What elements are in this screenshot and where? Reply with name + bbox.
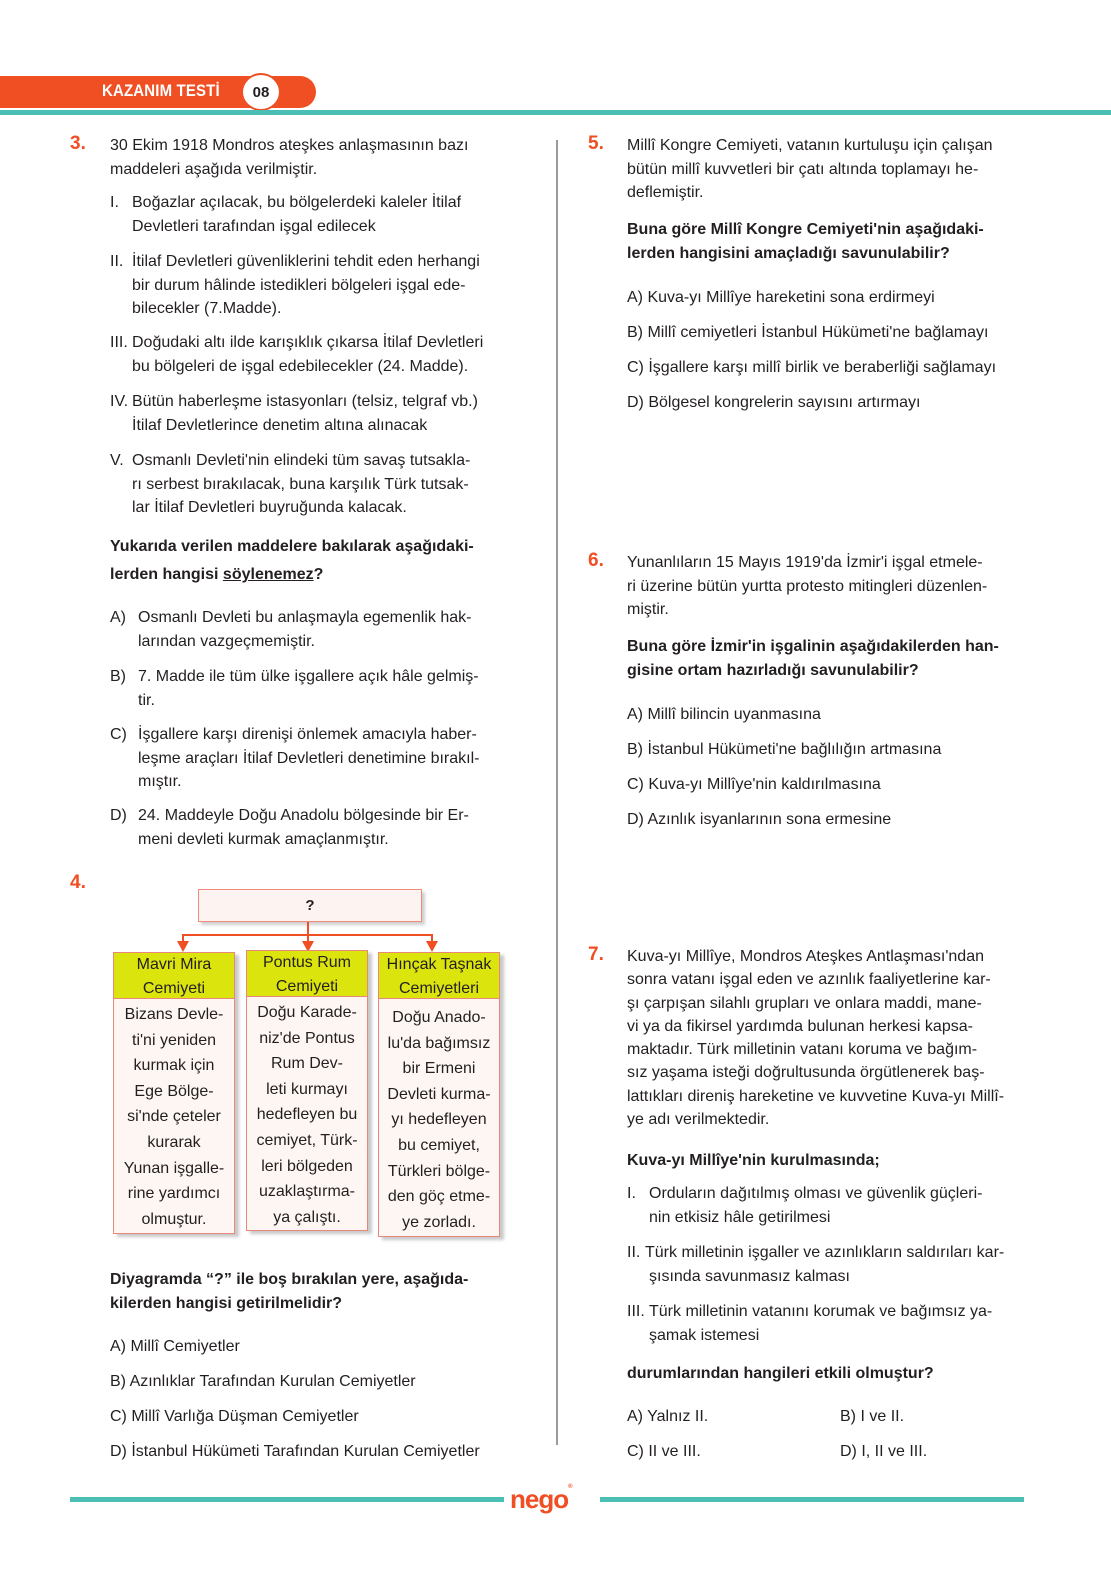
q5-option-d[interactable] — [627, 391, 920, 415]
body-line: kurarak — [147, 1133, 201, 1151]
body-line: ye zorladı. — [402, 1213, 476, 1231]
q3-item-2 — [110, 250, 510, 321]
option-text: Azınlıklar Tarafından Kurulan Cemiyetler — [129, 1373, 416, 1390]
item-line: İtilaf Devletlerince denetim altına alınacak — [132, 416, 428, 434]
body-line: Yunan işgalle- — [123, 1159, 225, 1177]
q7-option-b[interactable] — [840, 1405, 904, 1429]
item-label: I. — [110, 194, 119, 211]
diagram-column-title — [246, 950, 368, 997]
item-label: IV. — [110, 393, 129, 410]
body-line: bir Ermeni — [402, 1060, 476, 1078]
body-line: ti'ni yeniden — [132, 1031, 216, 1049]
q6-option-b[interactable] — [627, 738, 941, 762]
body-line: Bizans Devle- — [124, 1006, 224, 1023]
option-text: Millî bilincin uyanmasına — [647, 706, 821, 723]
option-line: Osmanlı Devleti bu anlaşmayla egemenlik hak- — [138, 609, 472, 626]
question-6-number: 6. — [588, 550, 604, 571]
test-title: KAZANIM TESTİ — [102, 81, 220, 100]
option-text: İstanbul Hükümeti Tarafından Kurulan Cemiyetler — [131, 1443, 480, 1460]
q7-item-3 — [627, 1300, 1047, 1347]
prompt-line: kilerden hangisi getirilmelidir? — [110, 1295, 343, 1312]
diagram-column-pontus-rum — [246, 950, 368, 1231]
intro-line: bütün millî kuvvetleri bir çatı altında toplamayı he- — [627, 160, 979, 178]
arrow-down-icon — [177, 941, 189, 952]
q7-item-1 — [627, 1182, 1037, 1229]
q7-item-2 — [627, 1241, 1047, 1288]
intro-line: Yunanlıların 15 Mayıs 1919'da İzmir'i işgal etmele- — [627, 554, 983, 571]
q3-item-5 — [110, 449, 520, 520]
question-3-prompt — [110, 533, 474, 589]
body-line: Rum Dev- — [270, 1055, 343, 1073]
intro-line: miştir. — [627, 601, 669, 618]
option-label: A) — [627, 706, 643, 723]
option-label: A) — [627, 289, 643, 306]
body-line: leti kurmayı — [266, 1080, 348, 1098]
prompt-line: Buna göre İzmir'in işgalinin aşağıdakilerden han- — [627, 638, 999, 655]
option-line: 24. Maddeyle Doğu Anadolu bölgesinde bir Er- — [138, 807, 469, 824]
item-line: nin etkisiz hâle getirilmesi — [649, 1208, 831, 1226]
option-text: Azınlık isyanlarının sona ermesine — [647, 811, 892, 828]
option-text: I, II ve III. — [861, 1443, 928, 1460]
option-label: B) — [110, 668, 126, 685]
option-label: B) — [840, 1408, 856, 1425]
q4-option-a[interactable] — [110, 1335, 240, 1359]
q3-option-a[interactable] — [110, 606, 520, 653]
q3-option-b[interactable] — [110, 665, 520, 712]
question-4-prompt — [110, 1268, 468, 1316]
intro-line: ye adı verilmektedir. — [627, 1111, 770, 1129]
item-line: Türk milletinin vatanını korumak ve bağımsız ya- — [649, 1303, 993, 1320]
option-text: Millî Varlığa Düşman Cemiyetler — [131, 1408, 359, 1425]
body-line: Doğu Karade- — [257, 1004, 357, 1021]
prompt-line: lerden hangisini amaçladığı savunulabilir? — [627, 244, 950, 262]
body-line: Doğu Anado- — [392, 1009, 486, 1026]
option-line: leşme araçları İtilaf Devletleri denetimine bırakıl- — [138, 749, 480, 767]
body-line: hedefleyen bu — [256, 1106, 358, 1124]
option-text: I ve II. — [860, 1408, 905, 1425]
test-number-badge: 08 — [241, 73, 281, 111]
item-line: Türk milletinin işgaller ve azınlıkların saldırıları kar- — [645, 1244, 1005, 1261]
body-line: niz'de Pontus — [259, 1029, 355, 1047]
item-label: II. — [627, 1244, 641, 1261]
diagram-column-mavri-mira — [113, 952, 235, 1234]
intro-line: şı çarpışan silahlı grupları ve onlara maddi, mane- — [627, 994, 982, 1012]
question-7-lead: Kuva-yı Millîye'nin kurulmasında; — [627, 1152, 880, 1169]
item-label: V. — [110, 452, 124, 469]
q6-option-c[interactable] — [627, 773, 881, 797]
intro-line: Millî Kongre Cemiyeti, vatanın kurtuluşu için çalışan — [627, 137, 993, 154]
option-label: C) — [110, 726, 127, 743]
item-line: Orduların dağıtılmış olması ve güvenlik güçleri- — [649, 1185, 983, 1202]
body-line: olmuştur. — [141, 1210, 207, 1228]
body-line: lu'da bağımsız — [387, 1034, 491, 1052]
question-5-prompt — [627, 218, 984, 265]
prompt-line: Diyagramda “?” ile boş bırakılan yere, aşağıda- — [110, 1271, 469, 1288]
question-7-intro — [627, 945, 1004, 1131]
intro-line: ri üzerine bütün yurtta protesto mitingleri düzenlen- — [627, 577, 988, 595]
intro-line: vi ya da fikirsel yardımda bulunan herkesi kapsa- — [627, 1017, 973, 1035]
option-label: C) — [110, 1408, 127, 1425]
option-line: 7. Madde ile tüm ülke işgallere açık hâle gelmiş- — [138, 668, 479, 685]
option-label: B) — [110, 1373, 126, 1390]
body-line: uzaklaştırma- — [258, 1183, 356, 1201]
question-6-intro — [627, 551, 987, 622]
intro-line: 30 Ekim 1918 Mondros ateşkes anlaşmasının bazı — [110, 137, 469, 154]
option-label: B) — [627, 741, 643, 758]
body-line: rine yardımcı — [127, 1185, 221, 1203]
question-3-intro — [110, 134, 468, 181]
title-line: Cemiyetleri — [398, 980, 479, 997]
intro-line: deflemiştir. — [627, 184, 704, 201]
prompt-text: ? — [313, 566, 324, 583]
option-label: A) — [627, 1408, 643, 1425]
q3-item-3 — [110, 331, 520, 378]
q7-option-a[interactable] — [627, 1405, 708, 1429]
prompt-line: gisine ortam hazırladığı savunulabilir? — [627, 661, 919, 679]
diagram-unknown-box: ? — [198, 889, 422, 922]
item-label: II. — [110, 253, 124, 270]
intro-line: maktadır. Türk milletinin vatanı koruma ve bağım- — [627, 1041, 978, 1059]
option-text: İşgallere karşı millî birlik ve beraberliği sağlamayı — [648, 359, 997, 376]
body-line: den göç etme- — [387, 1188, 491, 1206]
intro-line: sonra vatanı işgal eden ve azınlık faaliyetlerine kar- — [627, 971, 991, 989]
item-line: şısında savunmasız kalması — [649, 1267, 850, 1285]
item-line: İtilaf Devletleri güvenliklerini tehdit eden herhangi — [132, 253, 480, 270]
option-text: II ve III. — [648, 1443, 701, 1460]
item-line: Doğudaki altı ilde karışıklık çıkarsa İtilaf Devletleri — [132, 334, 484, 351]
option-label: A) — [110, 1338, 126, 1355]
title-line: Mavri Mira — [136, 956, 212, 973]
q3-item-1 — [110, 191, 510, 238]
option-label: C) — [627, 776, 644, 793]
q4-option-b[interactable] — [110, 1370, 416, 1394]
option-line: meni devleti kurmak amaçlanmıştır. — [138, 830, 389, 848]
q3-option-d[interactable] — [110, 804, 520, 851]
question-7-prompt: durumlarından hangileri etkili olmuştur? — [627, 1365, 934, 1382]
question-5-number: 5. — [588, 133, 604, 154]
option-line: tir. — [138, 691, 155, 709]
option-line: larından vazgeçmemiştir. — [138, 632, 315, 650]
item-line: Boğazlar açılacak, bu bölgelerdeki kaleler İtilaf — [132, 194, 462, 211]
q3-option-c[interactable] — [110, 723, 520, 794]
title-line: Pontus Rum — [262, 954, 352, 971]
item-line: Bütün haberleşme istasyonları (telsiz, telgraf vb.) — [132, 393, 478, 410]
option-label: B) — [627, 324, 643, 341]
item-line: rı serbest bırakılacak, buna karşılık Türk tutsak- — [132, 475, 469, 493]
intro-line: maddeleri aşağıda verilmiştir. — [110, 160, 318, 178]
diagram-column-title — [113, 952, 235, 999]
q5-option-c[interactable] — [627, 356, 996, 380]
item-line: lar İtilaf Devletleri buyruğunda kalacak. — [132, 499, 407, 516]
body-line: yı hedefleyen — [391, 1111, 487, 1129]
prompt-line — [110, 561, 474, 589]
column-divider — [556, 140, 558, 1445]
item-line: bilecekler (7.Madde). — [132, 300, 282, 317]
prompt-line: Buna göre Millî Kongre Cemiyeti'nin aşağıdaki- — [627, 221, 984, 238]
q4-option-c[interactable] — [110, 1405, 359, 1429]
body-line: cemiyet, Türk- — [256, 1131, 358, 1149]
logo-text: nego — [510, 1484, 569, 1514]
diagram-column-hincak-tasnak — [378, 952, 500, 1237]
question-7-number: 7. — [588, 944, 604, 965]
q3-item-4 — [110, 390, 520, 437]
question-6-prompt — [627, 635, 999, 682]
item-line: Devletleri tarafından işgal edilecek — [132, 217, 376, 235]
option-label: C) — [627, 359, 644, 376]
q5-option-a[interactable] — [627, 286, 935, 310]
item-line: bir durum hâlinde istedikleri bölgeleri işgal ede- — [132, 276, 466, 294]
registered-mark: ® — [568, 1484, 572, 1490]
body-line: leri bölgeden — [261, 1157, 353, 1175]
prompt-text: lerden hangisi — [110, 566, 223, 583]
option-text: İstanbul Hükümeti'ne bağlılığın artmasına — [647, 741, 942, 758]
body-line: Ege Bölge- — [134, 1082, 214, 1100]
body-line: si'nde çeteler — [127, 1108, 221, 1126]
q7-option-d[interactable] — [840, 1440, 927, 1464]
option-label: D) — [627, 394, 644, 411]
option-label: D) — [110, 807, 127, 824]
question-3-number: 3. — [70, 133, 86, 154]
item-label: I. — [627, 1185, 636, 1202]
item-label: III. — [110, 334, 128, 351]
footer-divider-left — [70, 1497, 504, 1502]
diagram-column-title — [378, 952, 500, 999]
item-line: bu bölgeleri de işgal edebilecekler (24. Madde). — [132, 357, 469, 375]
title-line: Cemiyeti — [275, 978, 339, 995]
body-line: Devleti kurma- — [387, 1085, 491, 1103]
body-line: ya çalıştı. — [273, 1208, 341, 1226]
option-label: D) — [840, 1443, 857, 1460]
option-label: C) — [627, 1443, 644, 1460]
item-label: III. — [627, 1303, 645, 1320]
footer-divider-right — [600, 1497, 1024, 1502]
header-divider — [0, 110, 1111, 115]
option-text: Millî cemiyetleri İstanbul Hükümeti'ne bağlamayı — [647, 324, 989, 341]
q4-option-d[interactable] — [110, 1440, 480, 1464]
option-label: D) — [627, 811, 644, 828]
body-line: Türkleri bölge- — [387, 1162, 491, 1180]
underlined-keyword: söylenemez — [222, 566, 314, 583]
option-text: Millî Cemiyetler — [130, 1338, 240, 1355]
q6-option-d[interactable] — [627, 808, 891, 832]
title-line: Cemiyeti — [142, 980, 206, 997]
diagram-column-body — [113, 999, 235, 1234]
q7-option-c[interactable] — [627, 1440, 701, 1464]
question-4-number: 4. — [70, 872, 86, 893]
option-text: Yalnız II. — [647, 1408, 709, 1425]
q5-option-b[interactable] — [627, 321, 988, 345]
option-line: İşgallere karşı direnişi önlemek amacıyla haber- — [138, 726, 477, 743]
option-text: Kuva-yı Millîye'nin kaldırılmasına — [648, 776, 881, 793]
body-line: bu cemiyet, — [398, 1136, 480, 1154]
intro-line: Kuva-yı Millîye, Mondros Ateşkes Antlaşması'ndan — [627, 948, 984, 965]
intro-line: lattıkları direniş hareketine ve kuvvetine Kuva-yı Millî- — [627, 1087, 1005, 1105]
option-label: A) — [110, 609, 126, 626]
intro-line: sız yaşama isteği doğrultusunda örgütlenerek baş- — [627, 1064, 985, 1082]
prompt-line: Yukarıda verilen maddelere bakılarak aşağıdaki- — [110, 538, 474, 555]
body-line: kurmak için — [133, 1057, 215, 1075]
diagram-column-body — [246, 997, 368, 1231]
option-text: Kuva-yı Millîye hareketini sona erdirmeyi — [647, 289, 935, 306]
item-line: Osmanlı Devleti'nin elindeki tüm savaş tutsakla- — [132, 452, 471, 469]
option-line: mıştır. — [138, 773, 182, 790]
item-line: şamak istemesi — [649, 1326, 760, 1344]
diagram-column-body — [378, 999, 500, 1237]
option-label: D) — [110, 1443, 127, 1460]
question-5-intro — [627, 134, 993, 205]
q6-option-a[interactable] — [627, 703, 821, 727]
publisher-logo — [510, 1484, 572, 1515]
title-line: Hınçak Taşnak — [386, 956, 492, 973]
arrow-down-icon — [426, 941, 438, 952]
option-text: Bölgesel kongrelerin sayısını artırmayı — [648, 394, 921, 411]
